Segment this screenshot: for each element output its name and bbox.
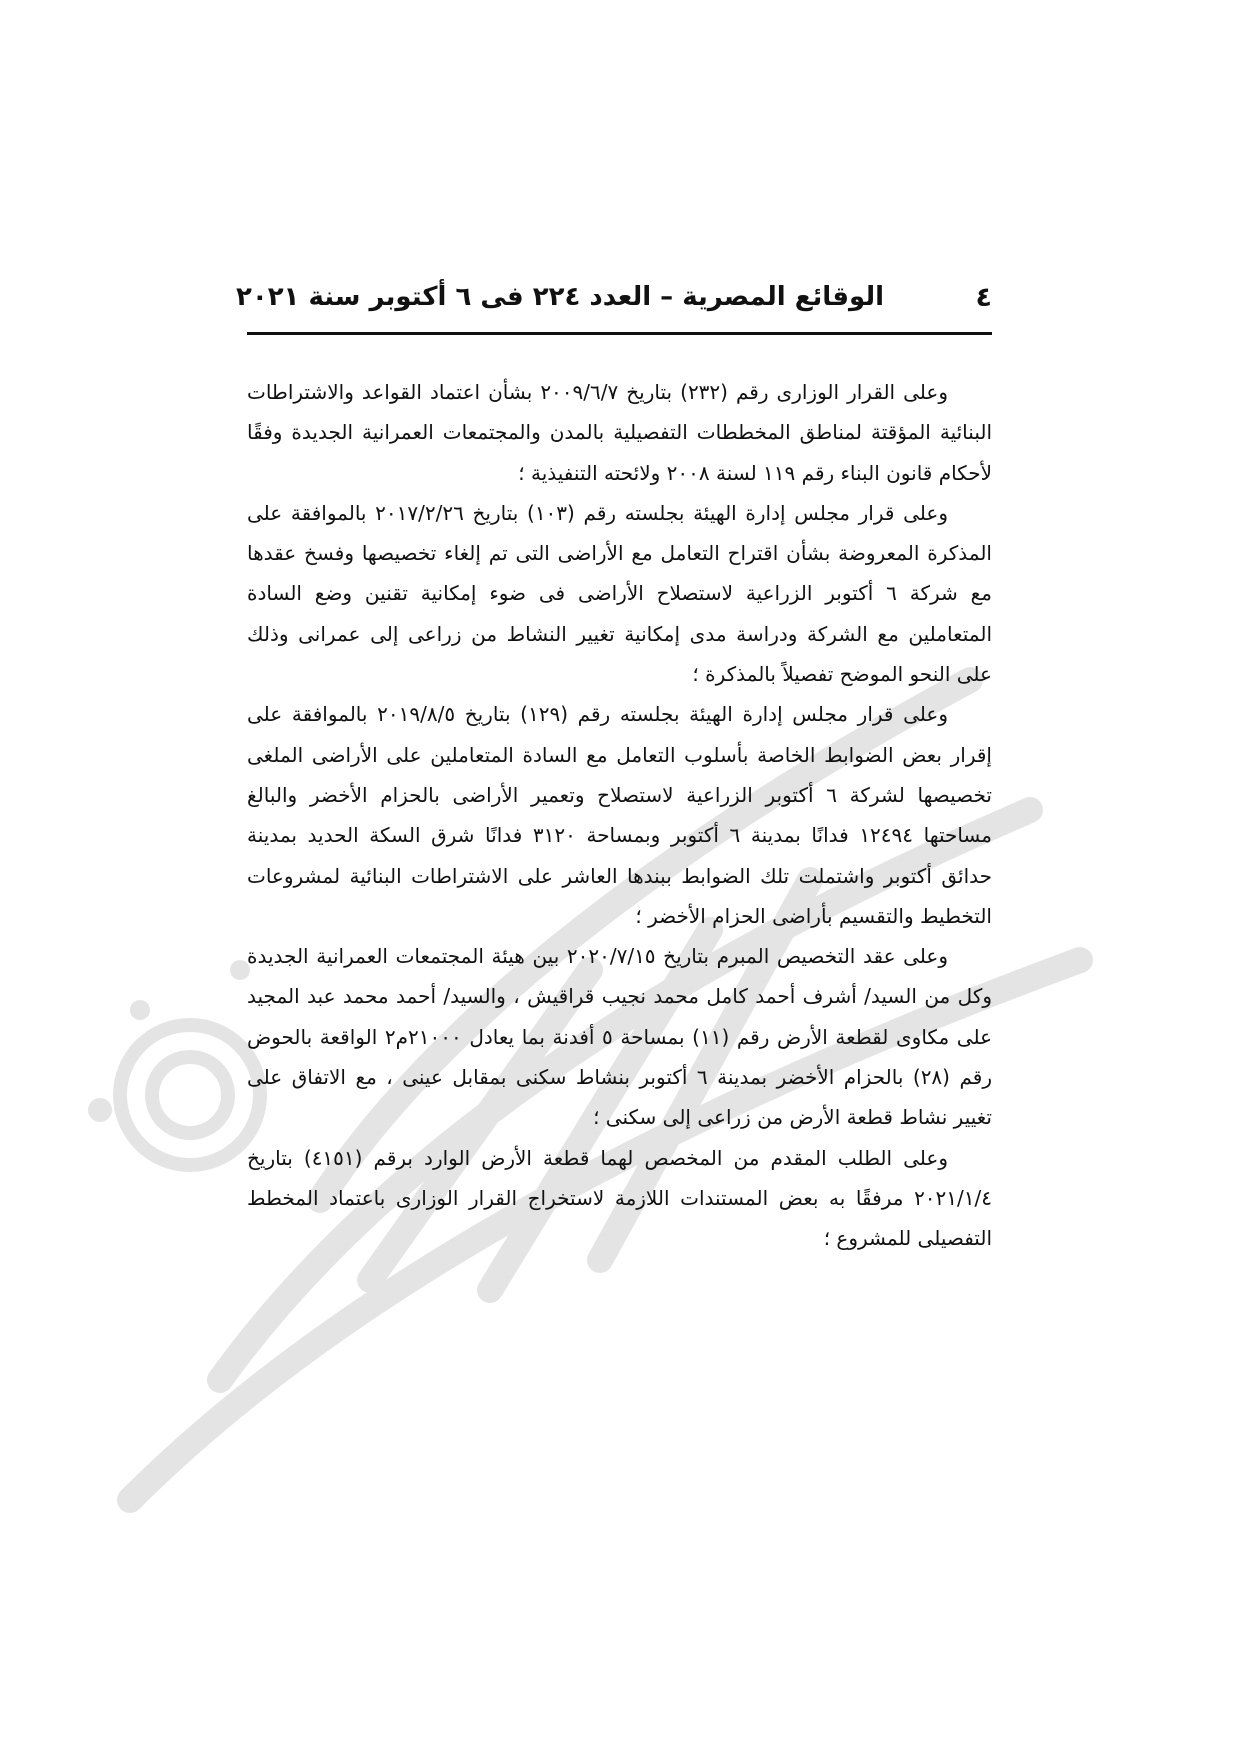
paragraph: وعلى عقد التخصيص المبرم بتاريخ ٢٠٢٠/٧/١٥ بين هيئة المجتمعات العمرانية الجديدة وكل من السيد/ أشرف أحمد كامل محمد نجيب قراقيش ، والسيد/ أحمد محمد عبد المجيد على مكاوى لقطعة الأرض رقم (١١) بمساحة ٥ أفدنة بما يعادل ٢١٠٠٠م٢ الواقعة بالحوض رقم (٢٨) بالحزام الأخضر بمدينة ٦ أكتوبر بنشاط سكنى بمقابل عينى ، مع الاتفاق على تغيير نشاط قطعة الأرض من زراعى إلى سكنى ؛ bbox=[247, 944, 992, 1130]
paragraph: وعلى قرار مجلس إدارة الهيئة بجلسته رقم (١٢٩) بتاريخ ٢٠١٩/٨/٥ بالموافقة على إقرار بعض الضوابط الخاصة بأسلوب التعامل مع السادة المتعاملين على الأراضى الملغى تخصيصها لشركة ٦ أكتوبر الزراعية لاستصلاح وتعمير الأراضى بالحزام الأخضر والبالغ مساحتها ١٢٤٩٤ فدانًا بمدينة ٦ أكتوبر وبمساحة ٣١٢٠ فدانًا شرق السكة الحديد بمدينة حدائق أكتوبر واشتملت تلك الضوابط ببندها العاشر على الاشتراطات البنائية لمشروعات التخطيط والتقسيم بأراضى الحزام الأخضر ؛ bbox=[247, 702, 992, 928]
document-body bbox=[247, 372, 992, 1259]
paragraph: وعلى قرار مجلس إدارة الهيئة بجلسته رقم (١٠٣) بتاريخ ٢٠١٧/٢/٢٦ بالموافقة على المذكرة المعروضة بشأن اقتراح التعامل مع الأراضى التى تم إلغاء تخصيصها وفسخ عقدها مع شركة ٦ أكتوبر الزراعية لاستصلاح الأراضى فى ضوء إمكانية تقنين وضع السادة المتعاملين مع الشركة ودراسة مدى إمكانية تغيير النشاط من زراعى إلى عمرانى وذلك على النحو الموضح تفصيلاً بالمذكرة ؛ bbox=[247, 500, 992, 687]
page-number: ٤ bbox=[975, 282, 992, 313]
header-rule bbox=[247, 332, 992, 335]
paragraph: وعلى الطلب المقدم من المخصص لهما قطعة الأرض الوارد برقم (٤١٥١) بتاريخ ٢٠٢١/١/٤ مرفقًا به بعض المستندات اللازمة لاستخراج القرار الوزارى باعتماد المخطط التفصيلى للمشروع ؛ bbox=[247, 1145, 992, 1251]
page-header bbox=[235, 282, 992, 322]
paragraph: وعلى القرار الوزارى رقم (٢٣٢) بتاريخ ٢٠٠٩/٦/٧ بشأن اعتماد القواعد والاشتراطات البنائية المؤقتة لمناطق المخططات التفصيلية بالمدن والمجتمعات العمرانية الجديدة وفقًا لأحكام قانون البناء رقم ١١٩ لسنة ٢٠٠٨ ولائحته التنفيذية ؛ bbox=[247, 380, 992, 485]
gazette-title: الوقائع المصرية – العدد ٢٢٤ فى ٦ أكتوبر سنة ٢٠٢١ bbox=[235, 282, 884, 312]
